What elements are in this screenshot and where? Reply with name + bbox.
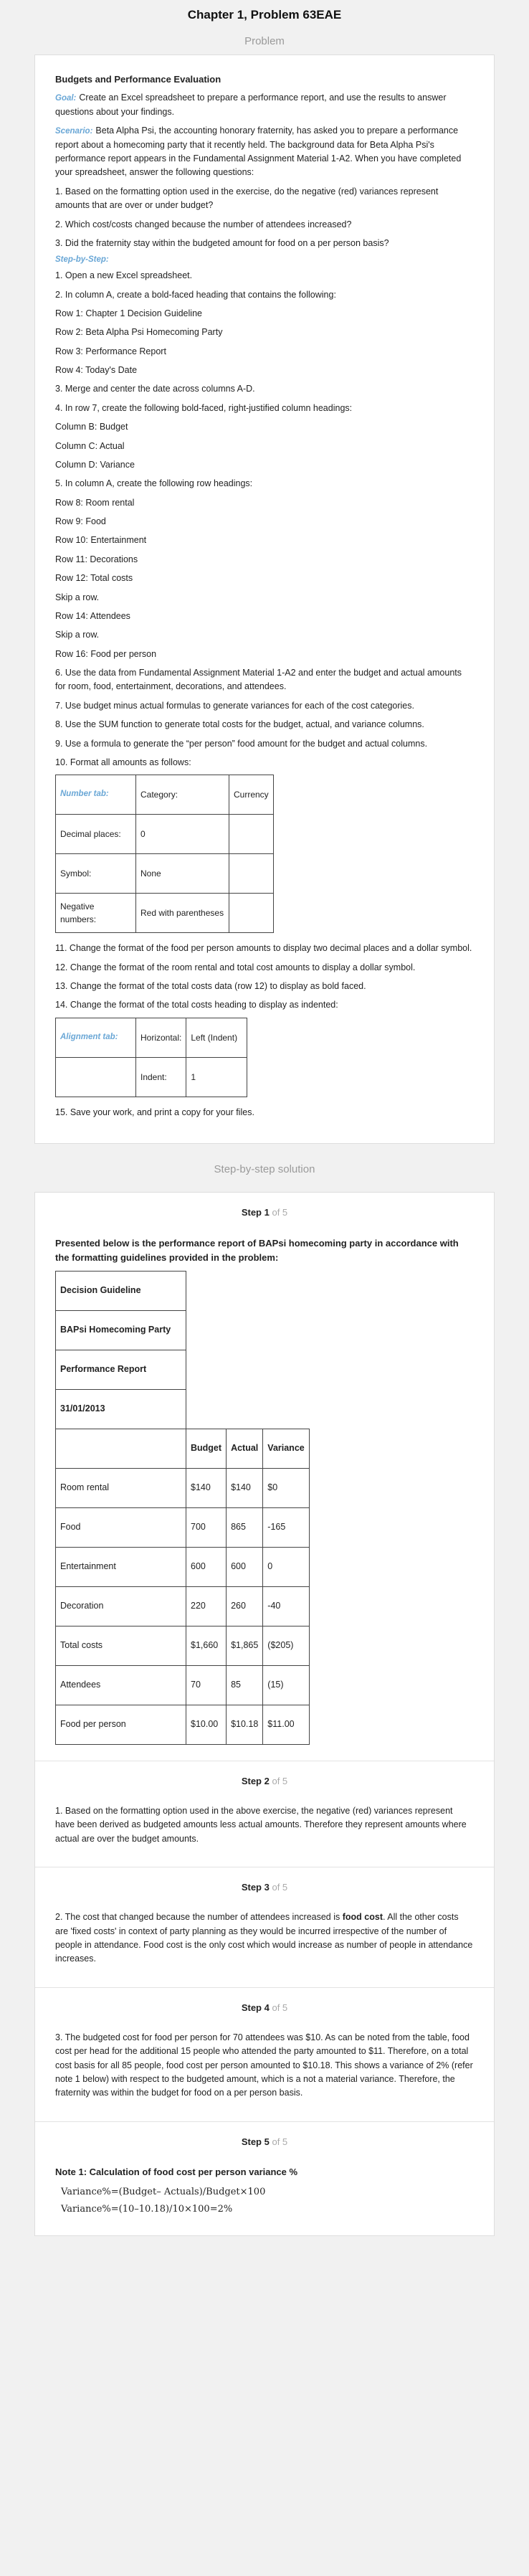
table-row [56,1626,310,1665]
solution-step-3 [35,1867,494,1988]
note-title: Note 1: Calculation of food cost per person variance % [55,2166,298,2177]
goal-text: Create an Excel spreadsheet to prepare a performance report, and use the results to answer questions about your findings. [55,92,447,117]
instruction-line: Column D: Variance [55,459,135,470]
goal-tag: Goal: [55,93,77,103]
step-2-text: 1. Based on the formatting option used in the above exercise, the negative (red) variances represent have been derived as budgeted amounts less actual amounts. Therefore they represent amounts where actual are over the budget amounts. [55,1805,467,1844]
table-cell: Attendees [56,1665,186,1705]
table-cell: 700 [186,1507,227,1547]
page-title: Chapter 1, Problem 63EAE [187,8,342,22]
table-cell: Decoration [56,1586,186,1626]
step-3-text: 2. The cost that changed because the number of attendees increased is food cost. All the other costs are 'fixed costs' in context of party planning as they would be incurred irrespective of the number of people in attendance. Food cost is the only cost which would increase as number of people in attendance increases. [55,1912,473,1964]
instruction-line: 1. Based on the formatting option used in the exercise, do the negative (red) variances represent amounts that are over or under budget? [55,186,439,211]
table-cell: Indent: [136,1057,186,1097]
table-cell: $11.00 [263,1705,309,1744]
instruction-line: Row 14: Attendees [55,610,130,621]
report-heading: 31/01/2013 [56,1389,186,1429]
instruction-line: 4. In row 7, create the following bold-faced, right-justified column headings: [55,402,353,413]
table-row [56,1586,310,1626]
table-cell [56,1429,186,1468]
instruction-line: 12. Change the format of the room rental and total cost amounts to display a dollar symbol. [55,962,416,972]
instruction-line: 9. Use a formula to generate the “per person” food amount for the budget and actual columns. [55,738,428,749]
table-cell: $140 [186,1468,227,1507]
instruction-line: Column C: Actual [55,440,125,451]
questions-list [55,185,474,251]
step-by-step-tag: Step-by-Step: [55,255,109,265]
table-cell: Room rental [56,1468,186,1507]
instruction-line: Skip a row. [55,630,100,640]
table-cell: Food per person [56,1705,186,1744]
instruction-line: Row 1: Chapter 1 Decision Guideline [55,308,202,318]
column-header-actual: Actual [227,1429,263,1468]
report-heading: Decision Guideline [56,1271,186,1310]
problem-title: Budgets and Performance Evaluation [55,73,221,85]
formula-line: Variance%=(Budget– Actuals)/Budget×100 [61,2187,266,2198]
instruction-line: 1. Open a new Excel spreadsheet. [55,270,193,281]
solution-step-2 [35,1761,494,1867]
table-cell [56,1057,136,1097]
table-cell: 85 [227,1665,263,1705]
report-heading: Performance Report [56,1350,186,1389]
step-header: Step 1 of 5 [241,1207,288,1218]
table-cell [229,815,274,854]
table-cell: Decimal places: [56,815,136,854]
formula-line: Variance%=(10–10.18)/10×100=2% [61,2204,233,2215]
instructions-list-a [55,269,474,770]
instruction-line: 13. Change the format of the total costs data (row 12) to display as bold faced. [55,981,366,992]
table-cell: 70 [186,1665,227,1705]
instruction-line: Row 11: Decorations [55,554,138,564]
instruction-line: Row 12: Total costs [55,573,133,584]
instruction-line: 2. Which cost/costs changed because the number of attendees increased? [55,219,352,229]
goal-paragraph [55,91,474,119]
scenario-text: Beta Alpha Psi, the accounting honorary fraternity, has asked you to prepare a performance report about a homecoming party that it recently held. The background data for Beta Alpha Psi's performance report appears in the Fundamental Assignment Material 1-A2. When you have completed your spreadsheet, answer the following questions: [55,125,462,178]
alignment-tab-label: Alignment tab: [56,1018,136,1057]
report-intro: Presented below is the performance report of BAPsi homecoming party in accordance with the formatting guidelines provided in the problem: [55,1237,459,1263]
instruction-line: Row 9: Food [55,516,106,527]
table-cell: Negative numbers: [56,894,136,933]
table-cell: 600 [227,1547,263,1586]
column-header-variance: Variance [263,1429,309,1468]
table-cell: -165 [263,1507,309,1547]
instruction-line: 3. Merge and center the date across columns A-D. [55,384,255,394]
instruction-line: Row 3: Performance Report [55,346,166,356]
table-cell: Symbol: [56,854,136,894]
table-cell: 0 [263,1547,309,1586]
solution-step-1 [35,1193,494,1761]
instruction-line: 14. Change the format of the total costs heading to display as indented: [55,1000,338,1010]
table-cell: Food [56,1507,186,1547]
table-cell: 220 [186,1586,227,1626]
instruction-line: Row 4: Today's Date [55,365,138,376]
step-4-text: 3. The budgeted cost for food per person for 70 attendees was $10. As can be noted from the table, food cost per head for the additional 15 people who attended the party amounted to $11. Therefore, on a total cost basis for all 85 people, food cost per person amounted to $10.18. This shows a variance of 2% (refer note 1 below) with respect to the budgeted amount, which is a not a material variance. Therefore, the fraternity was within the budget for food on a per person basis. [55,2032,473,2098]
table-row [56,1665,310,1705]
number-format-table [55,775,274,933]
alignment-format-table [55,1018,247,1097]
table-cell: $140 [227,1468,263,1507]
table-row [56,1705,310,1744]
instruction-line: Row 2: Beta Alpha Psi Homecoming Party [55,327,223,338]
table-cell: $10.00 [186,1705,227,1744]
column-header-budget: Budget [186,1429,227,1468]
solution-card [34,1192,495,2236]
instruction-line: 3. Did the fraternity stay within the budgeted amount for food on a per person basis? [55,237,389,248]
table-cell: Horizontal: [136,1018,186,1057]
instruction-line: 2. In column A, create a bold-faced heading that contains the following: [55,289,336,300]
step-header: Step 5 of 5 [241,2136,288,2147]
instructions-list-b [55,942,474,1013]
instruction-line: 7. Use budget minus actual formulas to generate variances for each of the cost categories. [55,700,414,711]
instruction-line: Row 10: Entertainment [55,535,147,546]
problem-section-label: Problem [244,35,285,48]
table-cell: 0 [136,815,229,854]
table-row [56,1547,310,1586]
table-cell: -40 [263,1586,309,1626]
table-cell: 600 [186,1547,227,1586]
table-cell: ($205) [263,1626,309,1665]
table-cell: Total costs [56,1626,186,1665]
table-cell: 865 [227,1507,263,1547]
table-cell: (15) [263,1665,309,1705]
table-row [56,1507,310,1547]
table-cell: Left (Indent) [186,1018,247,1057]
step-header: Step 4 of 5 [241,2002,288,2013]
scenario-paragraph [55,124,474,180]
table-cell: $0 [263,1468,309,1507]
instruction-line: Column B: Budget [55,422,128,432]
table-cell: $10.18 [227,1705,263,1744]
instruction-line: Skip a row. [55,592,100,602]
instruction-line: 8. Use the SUM function to generate total costs for the budget, actual, and variance columns. [55,719,424,730]
instruction-line: 5. In column A, create the following row headings: [55,478,253,489]
instruction-line: 10. Format all amounts as follows: [55,757,191,767]
final-instruction: 15. Save your work, and print a copy for your files. [55,1107,254,1117]
table-cell: Red with parentheses [136,894,229,933]
table-cell: 1 [186,1057,247,1097]
instruction-line: Row 8: Room rental [55,497,135,508]
problem-card [34,55,495,1145]
table-cell: Entertainment [56,1547,186,1586]
table-cell: $1,865 [227,1626,263,1665]
table-cell: None [136,854,229,894]
table-row [56,1468,310,1507]
step-header: Step 3 of 5 [241,1882,288,1893]
number-tab-label: Number tab: [56,775,136,815]
performance-report-table [55,1271,310,1745]
table-cell: 260 [227,1586,263,1626]
instruction-line: 11. Change the format of the food per person amounts to display two decimal places and a dollar symbol. [55,943,472,954]
solution-step-4 [35,1988,494,2122]
scenario-tag: Scenario: [55,126,93,136]
step-header: Step 2 of 5 [241,1775,288,1786]
solution-section-label: Step-by-step solution [214,1163,315,1176]
table-cell: Currency [229,775,274,815]
instruction-line: 6. Use the data from Fundamental Assignment Material 1-A2 and enter the budget and actual amounts for room, food, entertainment, decorations, and attendees. [55,668,462,692]
solution-step-5 [35,2122,494,2236]
table-cell: $1,660 [186,1626,227,1665]
table-cell [229,854,274,894]
report-heading: BAPsi Homecoming Party [56,1310,186,1350]
table-cell [229,894,274,933]
instruction-line: Row 16: Food per person [55,648,157,659]
table-cell: Category: [136,775,229,815]
